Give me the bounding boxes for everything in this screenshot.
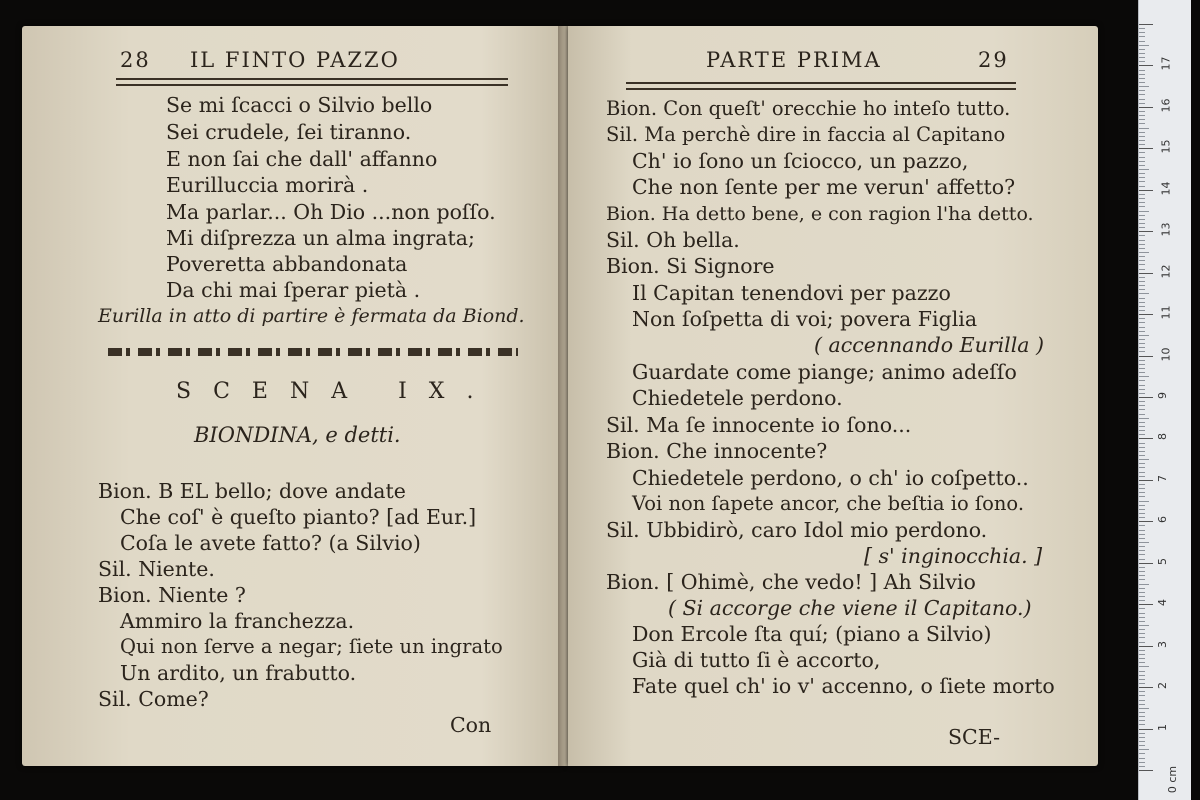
dialogue-line: Sil. Oh bella. — [606, 228, 740, 252]
dialogue-line: Qui non ſerve a negar; ſiete un ingrato — [120, 635, 503, 658]
ruler-tick — [1139, 49, 1145, 50]
ruler-tick — [1139, 219, 1145, 220]
ruler-tick — [1139, 256, 1145, 257]
ruler-tick — [1139, 115, 1145, 116]
ruler-tick — [1139, 430, 1145, 431]
ruler-tick — [1139, 737, 1145, 738]
ruler-tick — [1139, 666, 1149, 667]
ruler-label: 5 — [1156, 557, 1169, 565]
ruler-tick — [1139, 505, 1145, 506]
ruler-tick — [1139, 111, 1145, 112]
ruler-tick — [1139, 190, 1153, 191]
ruler-tick — [1139, 546, 1145, 547]
ruler-tick — [1139, 269, 1145, 270]
ruler-tick — [1139, 24, 1153, 25]
ruler-tick — [1139, 604, 1153, 605]
ruler-tick — [1139, 455, 1145, 456]
ruler-tick — [1139, 472, 1145, 473]
dialogue-line: Sil. Ubbidirò, caro Idol mio perdono. — [606, 518, 988, 542]
dialogue-line: Voi non ſapete ancor, che beſtia io ſono. — [632, 492, 1025, 515]
ruler-tick — [1139, 74, 1145, 75]
ruler-tick — [1139, 753, 1145, 754]
ruler-tick — [1139, 248, 1145, 249]
ruler-tick — [1139, 360, 1145, 361]
ruler-tick — [1139, 53, 1145, 54]
ruler-tick — [1139, 476, 1145, 477]
ruler-tick — [1139, 642, 1145, 643]
ruler-tick — [1139, 293, 1149, 294]
ruler-tick — [1139, 78, 1145, 79]
catchword: Con — [450, 713, 492, 737]
head-rule — [626, 82, 1016, 90]
ruler-tick — [1139, 712, 1145, 713]
dialogue-line: Guardate come piange; animo adeſſo — [632, 360, 1017, 384]
ruler-tick — [1139, 559, 1145, 560]
ruler-tick — [1139, 695, 1145, 696]
right-page — [568, 26, 1098, 766]
ruler-tick — [1139, 132, 1145, 133]
ruler-tick — [1139, 567, 1145, 568]
ruler-tick — [1139, 285, 1145, 286]
ruler-tick — [1139, 683, 1145, 684]
ruler-tick — [1139, 70, 1145, 71]
verse-line: Ma parlar... Oh Dio ...non poſſo. — [166, 200, 496, 224]
ruler-tick — [1139, 368, 1145, 369]
ruler-tick — [1139, 521, 1153, 522]
ruler-tick — [1139, 708, 1149, 709]
verse-line: Eurilluccia morirà . — [166, 173, 369, 197]
ruler-tick — [1139, 223, 1145, 224]
ruler-label: 2 — [1156, 682, 1169, 690]
ruler-tick — [1139, 107, 1153, 108]
dialogue-line: Sil. Ma perchè dire in faccia al Capitano — [606, 123, 1006, 146]
ruler-tick — [1139, 157, 1145, 158]
ruler-tick — [1139, 687, 1153, 688]
ruler-tick — [1139, 596, 1145, 597]
ruler-label: 9 — [1156, 392, 1169, 399]
stage-direction: [ s' inginocchia. ] — [864, 544, 1043, 568]
ruler-tick — [1139, 418, 1149, 419]
ruler-tick — [1139, 148, 1153, 149]
stage-direction: ( Si accorge che viene il Capitano.) — [668, 596, 1032, 620]
ruler-tick — [1139, 136, 1145, 137]
ruler-tick — [1139, 314, 1153, 315]
ornamental-rule — [108, 348, 518, 356]
dialogue-line: Bion. Con queſt' orecchie ho inteſo tutto. — [606, 97, 1011, 120]
catchword: SCE- — [948, 725, 1001, 749]
ruler-tick — [1139, 563, 1153, 564]
ruler-tick — [1139, 318, 1145, 319]
ruler-tick — [1139, 45, 1149, 46]
ruler-tick — [1139, 513, 1145, 514]
ruler-tick — [1139, 94, 1145, 95]
verse-line: Poveretta abbandonata — [166, 252, 408, 276]
ruler-tick — [1139, 459, 1149, 460]
left-running-head: IL FINTO PAZZO — [190, 48, 400, 72]
dialogue-line: Sil. Ma ſe innocente io ſono... — [606, 413, 912, 437]
ruler-tick — [1139, 310, 1145, 311]
dialogue-line: Che coſ' è queſto pianto? [ad Eur.] — [120, 505, 477, 529]
ruler-tick — [1139, 716, 1145, 717]
dialogue-line: Bion. B EL bello; dove andate — [98, 479, 406, 503]
ruler-tick — [1139, 633, 1145, 634]
ruler-tick — [1139, 426, 1145, 427]
ruler-tick — [1139, 281, 1145, 282]
ruler-tick — [1139, 144, 1145, 145]
ruler-tick — [1139, 198, 1145, 199]
ruler-label: 11 — [1159, 305, 1173, 320]
dialogue-line: Chiedetele perdono. — [632, 386, 843, 410]
verse-line: Da chi mai ſperar pietà . — [166, 278, 421, 302]
right-page-number: 29 — [978, 48, 1009, 72]
dialogue-line: Già di tutto ſi è accorto, — [632, 648, 881, 672]
ruler-tick — [1139, 140, 1145, 141]
ruler-tick — [1139, 169, 1149, 170]
ruler-tick — [1139, 720, 1145, 721]
ruler-tick — [1139, 646, 1153, 647]
ruler-tick — [1139, 260, 1145, 261]
ruler-tick — [1139, 496, 1145, 497]
ruler-tick — [1139, 762, 1145, 763]
ruler-tick — [1139, 401, 1145, 402]
ruler-tick — [1139, 409, 1145, 410]
ruler-tick — [1139, 770, 1153, 771]
ruler-tick — [1139, 186, 1145, 187]
ruler-tick — [1139, 584, 1149, 585]
ruler-tick — [1139, 658, 1145, 659]
ruler-tick — [1139, 741, 1145, 742]
ruler-tick — [1139, 579, 1145, 580]
ruler-tick — [1139, 629, 1145, 630]
ruler-tick — [1139, 617, 1145, 618]
ruler-tick — [1139, 538, 1145, 539]
ruler-tick — [1139, 61, 1145, 62]
dialogue-line: Sil. Come? — [98, 687, 209, 711]
ruler-tick — [1139, 525, 1145, 526]
ruler-tick — [1139, 227, 1145, 228]
ruler-tick — [1139, 380, 1145, 381]
ruler-tick — [1139, 542, 1149, 543]
stage-direction: ( accennando Eurilla ) — [814, 333, 1045, 357]
right-running-head: PARTE PRIMA — [706, 48, 882, 72]
ruler-tick — [1139, 671, 1145, 672]
ruler-tick — [1139, 766, 1145, 767]
ruler-tick — [1139, 177, 1145, 178]
ruler-tick — [1139, 364, 1145, 365]
ruler-tick — [1139, 650, 1145, 651]
dialogue-line: Bion. Niente ? — [98, 583, 246, 607]
ruler-tick — [1139, 588, 1145, 589]
ruler-tick — [1139, 347, 1145, 348]
ruler-label: 8 — [1156, 433, 1169, 441]
ruler-tick — [1139, 385, 1145, 386]
ruler-tick — [1139, 422, 1145, 423]
left-page-number: 28 — [120, 48, 151, 72]
ruler-tick — [1139, 327, 1145, 328]
ruler-tick — [1139, 480, 1153, 481]
ruler-tick — [1139, 90, 1145, 91]
dialogue-line: Bion. [ Ohimè, che vedo! ] Ah Silvio — [606, 570, 976, 594]
ruler-tick — [1139, 389, 1145, 390]
ruler-tick — [1139, 36, 1145, 37]
ruler-label: 13 — [1159, 222, 1173, 237]
ruler-tick — [1139, 530, 1145, 531]
ruler-tick — [1139, 376, 1149, 377]
ruler-tick — [1139, 235, 1145, 236]
stage-direction: Eurilla in atto di partire è fermata da Biond. — [98, 305, 525, 327]
ruler-tick — [1139, 273, 1153, 274]
dialogue-line: Chiedetele perdono, o ch' io coſpetto.. — [632, 466, 1029, 490]
ruler-tick — [1139, 82, 1145, 83]
ruler-tick — [1139, 488, 1145, 489]
ruler-tick — [1139, 447, 1145, 448]
ruler-tick — [1139, 335, 1149, 336]
ruler-tick — [1139, 405, 1145, 406]
ruler-tick — [1139, 733, 1145, 734]
dialogue-line: Ammiro la franchezza. — [120, 609, 355, 633]
ruler-tick — [1139, 331, 1145, 332]
open-book — [14, 26, 1104, 771]
verse-line: Mi diſprezza un alma ingrata; — [166, 226, 475, 250]
ruler-tick — [1139, 575, 1145, 576]
ruler-tick — [1139, 414, 1145, 415]
dialogue-line: Bion. Ha detto bene, e con ragion l'ha detto. — [606, 203, 1034, 225]
ruler-tick — [1139, 501, 1149, 502]
ruler-tick — [1139, 700, 1145, 701]
ruler-tick — [1139, 339, 1145, 340]
scene-characters: BIONDINA, e detti. — [194, 423, 401, 447]
head-rule — [116, 78, 508, 86]
ruler-tick — [1139, 123, 1145, 124]
scene-title: SCENA IX. — [176, 379, 496, 404]
ruler-tick — [1139, 534, 1145, 535]
ruler-tick — [1139, 443, 1145, 444]
verse-line: Sei crudele, ſei tiranno. — [166, 120, 412, 144]
ruler-tick — [1139, 65, 1153, 66]
ruler-tick — [1139, 492, 1145, 493]
ruler-tick — [1139, 758, 1145, 759]
ruler-tick — [1139, 550, 1145, 551]
dialogue-line: Coſa le avete fatto? (a Silvio) — [120, 531, 421, 555]
dialogue-line: Bion. Si Signore — [606, 254, 775, 278]
ruler-tick — [1139, 745, 1145, 746]
ruler-tick — [1139, 729, 1153, 730]
ruler-tick — [1139, 600, 1145, 601]
ruler-tick — [1139, 372, 1145, 373]
dialogue-line: Che non ſente per me verun' affetto? — [632, 175, 1016, 199]
ruler-tick — [1139, 277, 1145, 278]
ruler-label: 15 — [1159, 139, 1173, 154]
ruler-tick — [1139, 161, 1145, 162]
ruler-tick — [1139, 608, 1145, 609]
ruler-tick — [1139, 749, 1149, 750]
ruler-label: 7 — [1156, 474, 1169, 482]
ruler-tick — [1139, 28, 1145, 29]
ruler-tick — [1139, 351, 1145, 352]
ruler-tick — [1139, 289, 1145, 290]
ruler-tick — [1139, 252, 1149, 253]
ruler-tick — [1139, 592, 1145, 593]
ruler-label: 16 — [1159, 98, 1173, 113]
ruler-tick — [1139, 99, 1145, 100]
ruler-tick — [1139, 57, 1145, 58]
ruler-tick — [1139, 434, 1145, 435]
ruler-tick — [1139, 438, 1153, 439]
ruler-tick — [1139, 302, 1145, 303]
ruler-tick — [1139, 32, 1145, 33]
ruler-tick — [1139, 691, 1145, 692]
ruler-tick — [1139, 240, 1145, 241]
ruler-tick — [1139, 215, 1145, 216]
ruler-tick — [1139, 679, 1145, 680]
ruler-tick — [1139, 152, 1145, 153]
ruler-tick — [1139, 206, 1145, 207]
ruler-tick — [1139, 41, 1145, 42]
ruler-label: 10 — [1159, 347, 1173, 362]
ruler-tick — [1139, 119, 1145, 120]
ruler-tick — [1139, 264, 1145, 265]
ruler-tick — [1139, 467, 1145, 468]
ruler-tick — [1139, 86, 1149, 87]
ruler-tick — [1139, 244, 1145, 245]
ruler-tick — [1139, 724, 1145, 725]
verse-line: Se mi ſcacci o Silvio bello — [166, 93, 433, 117]
ruler-tick — [1139, 637, 1145, 638]
dialogue-line: Non ſoſpetta di voi; povera Figlia — [632, 307, 978, 331]
ruler-label: 4 — [1156, 599, 1169, 607]
ruler-label: 6 — [1156, 516, 1169, 524]
ruler-tick — [1139, 509, 1145, 510]
ruler-tick — [1139, 343, 1145, 344]
ruler-unit-label: 0 cm — [1166, 765, 1180, 794]
dialogue-line: Ch' io ſono un ſciocco, un pazzo, — [632, 149, 969, 173]
ruler-tick — [1139, 322, 1145, 323]
ruler-tick — [1139, 621, 1145, 622]
ruler-tick — [1139, 194, 1145, 195]
verse-line: E non ſai che dall' affanno — [166, 147, 438, 171]
ruler-tick — [1139, 451, 1145, 452]
ruler-tick — [1139, 662, 1145, 663]
ruler-tick — [1139, 103, 1145, 104]
dialogue-line: Bion. Che innocente? — [606, 439, 828, 463]
ruler-label: 1 — [1156, 723, 1169, 731]
ruler-tick — [1139, 463, 1145, 464]
ruler-label: 12 — [1159, 264, 1173, 279]
ruler-tick — [1139, 517, 1145, 518]
ruler-tick — [1139, 356, 1153, 357]
ruler-tick — [1139, 484, 1145, 485]
ruler-tick — [1139, 625, 1149, 626]
ruler-tick — [1139, 173, 1145, 174]
ruler-label: 14 — [1159, 181, 1173, 196]
ruler-tick — [1139, 211, 1149, 212]
dialogue-line: Don Ercole ſta quí; (piano a Silvio) — [632, 622, 992, 646]
dialogue-line: Sil. Niente. — [98, 557, 215, 581]
ruler-tick — [1139, 128, 1149, 129]
ruler-tick — [1139, 613, 1145, 614]
ruler-tick — [1139, 231, 1153, 232]
ruler-tick — [1139, 554, 1145, 555]
ruler-tick — [1139, 397, 1153, 398]
measuring-ruler — [1138, 0, 1191, 800]
ruler-tick — [1139, 306, 1145, 307]
ruler-tick — [1139, 202, 1145, 203]
ruler-tick — [1139, 571, 1145, 572]
ruler-tick — [1139, 675, 1145, 676]
ruler-tick — [1139, 393, 1145, 394]
dialogue-line: Il Capitan tenendovi per pazzo — [632, 281, 951, 305]
ruler-label: 3 — [1156, 640, 1169, 648]
left-page — [22, 26, 562, 766]
ruler-tick — [1139, 704, 1145, 705]
dialogue-line: Fate quel ch' io v' accenno, o ſiete morto — [632, 674, 1055, 698]
dialogue-line: Un ardito, un frabutto. — [120, 661, 357, 685]
ruler-tick — [1139, 654, 1145, 655]
ruler-tick — [1139, 165, 1145, 166]
ruler-label: 17 — [1159, 56, 1173, 71]
ruler-tick — [1139, 298, 1145, 299]
ruler-tick — [1139, 181, 1145, 182]
